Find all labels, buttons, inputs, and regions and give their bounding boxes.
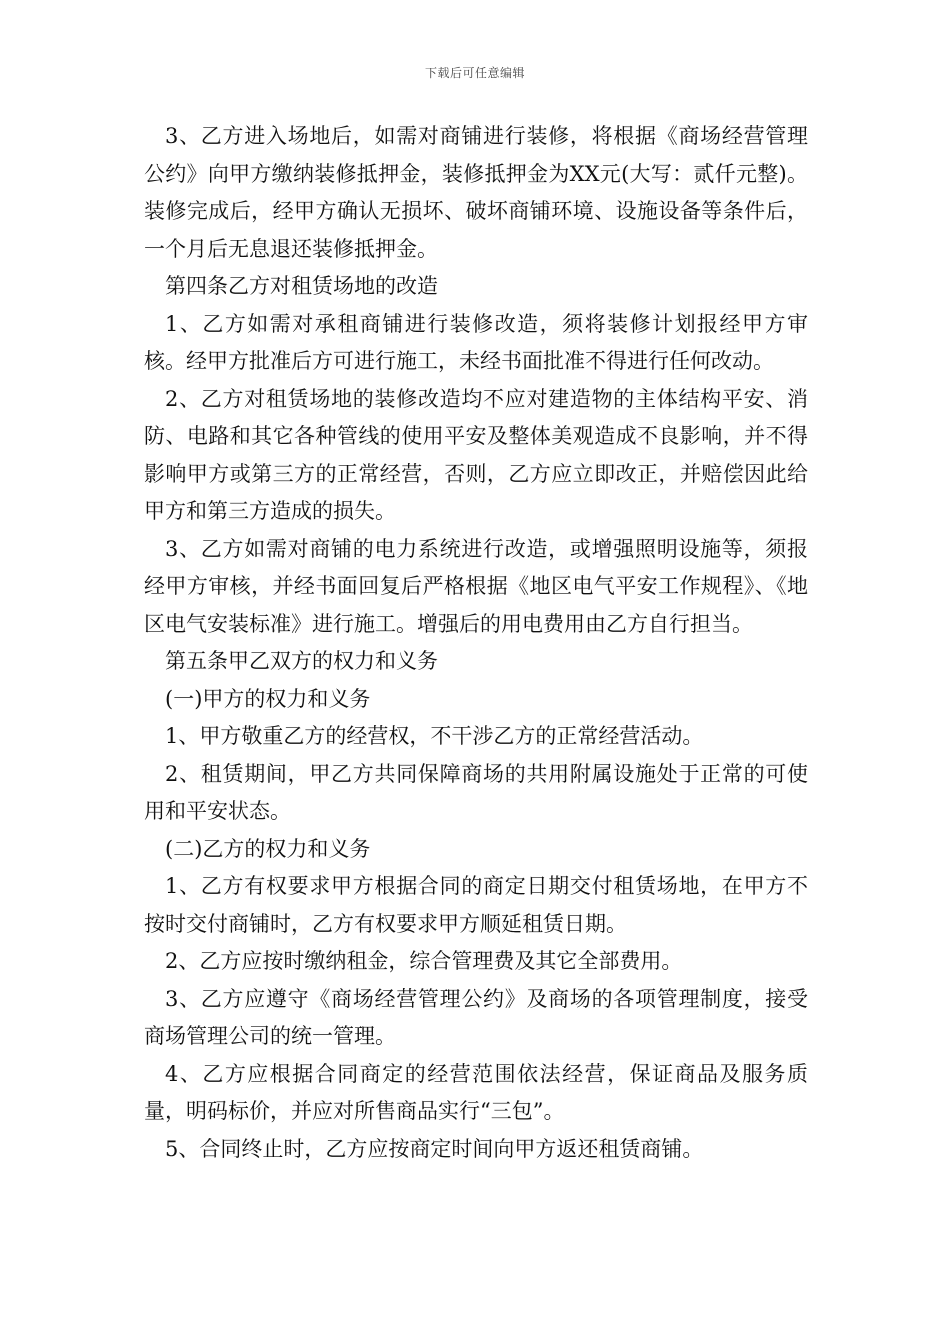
paragraph-party-b-1: 1、乙方有权要求甲方根据合同的商定日期交付租赁场地，在甲方不按时交付商铺时，乙方有权要求甲方顺延租赁日期。	[144, 874, 808, 936]
paragraph-party-a-1: 1、甲方敬重乙方的经营权，不干涉乙方的正常经营活动。	[165, 724, 704, 748]
document-body	[144, 118, 808, 1168]
paragraph-party-b-3: 3、乙方应遵守《商场经营管理公约》及商场的各项管理制度，接受商场管理公司的统一管理。	[144, 986, 808, 1048]
paragraph-decoration-deposit: 3、乙方进入场地后，如需对商铺进行装修，将根据《商场经营管理公约》向甲方缴纳装修抵押金，装修抵押金为XX元(大写：贰仟元整)。装修完成后，经甲方确认无损坏、破坏商铺环境、设施设备等条件后，一个月后无息退还装修抵押金。	[144, 124, 808, 261]
paragraph-party-b-5: 5、合同终止时，乙方应按商定时间向甲方返还租赁商铺。	[165, 1136, 704, 1161]
section-heading-article-4: 第四条乙方对租赁场地的改造	[165, 274, 438, 298]
paragraph-party-b-2: 2、乙方应按时缴纳租金，综合管理费及其它全部费用。	[165, 949, 683, 973]
page-header: 下载后可任意编辑	[424, 66, 525, 80]
subheading-party-b: (二)乙方的权力和义务	[165, 836, 371, 861]
paragraph-party-a-2: 2、租赁期间，甲乙方共同保障商场的共用附属设施处于正常的可使用和平安状态。	[144, 761, 808, 823]
section-heading-article-5: 第五条甲乙双方的权力和义务	[165, 649, 438, 673]
paragraph-power-system: 3、乙方如需对商铺的电力系统进行改造，或增强照明设施等，须报经甲方审核，并经书面回复后严格根据《地区电气平安工作规程》、《地区电气安装标准》进行施工。增强后的用电费用由乙方自行担当。	[144, 536, 808, 636]
paragraph-renovation-impact: 2、乙方对租赁场地的装修改造均不应对建造物的主体结构平安、消防、电路和其它各种管线的使用平安及整体美观造成不良影响，并不得影响甲方或第三方的正常经营，否则，乙方应立即改正，并赔偿因此给甲方和第三方造成的损失。	[144, 386, 808, 523]
subheading-party-a: (一)甲方的权力和义务	[165, 686, 371, 711]
paragraph-renovation-approval: 1、乙方如需对承租商铺进行装修改造，须将装修计划报经甲方审核。经甲方批准后方可进行施工，未经书面批准不得进行任何改动。	[144, 311, 808, 373]
paragraph-party-b-4: 4、乙方应根据合同商定的经营范围依法经营，保证商品及服务质量，明码标价，并应对所售商品实行“三包”。	[144, 1061, 808, 1123]
